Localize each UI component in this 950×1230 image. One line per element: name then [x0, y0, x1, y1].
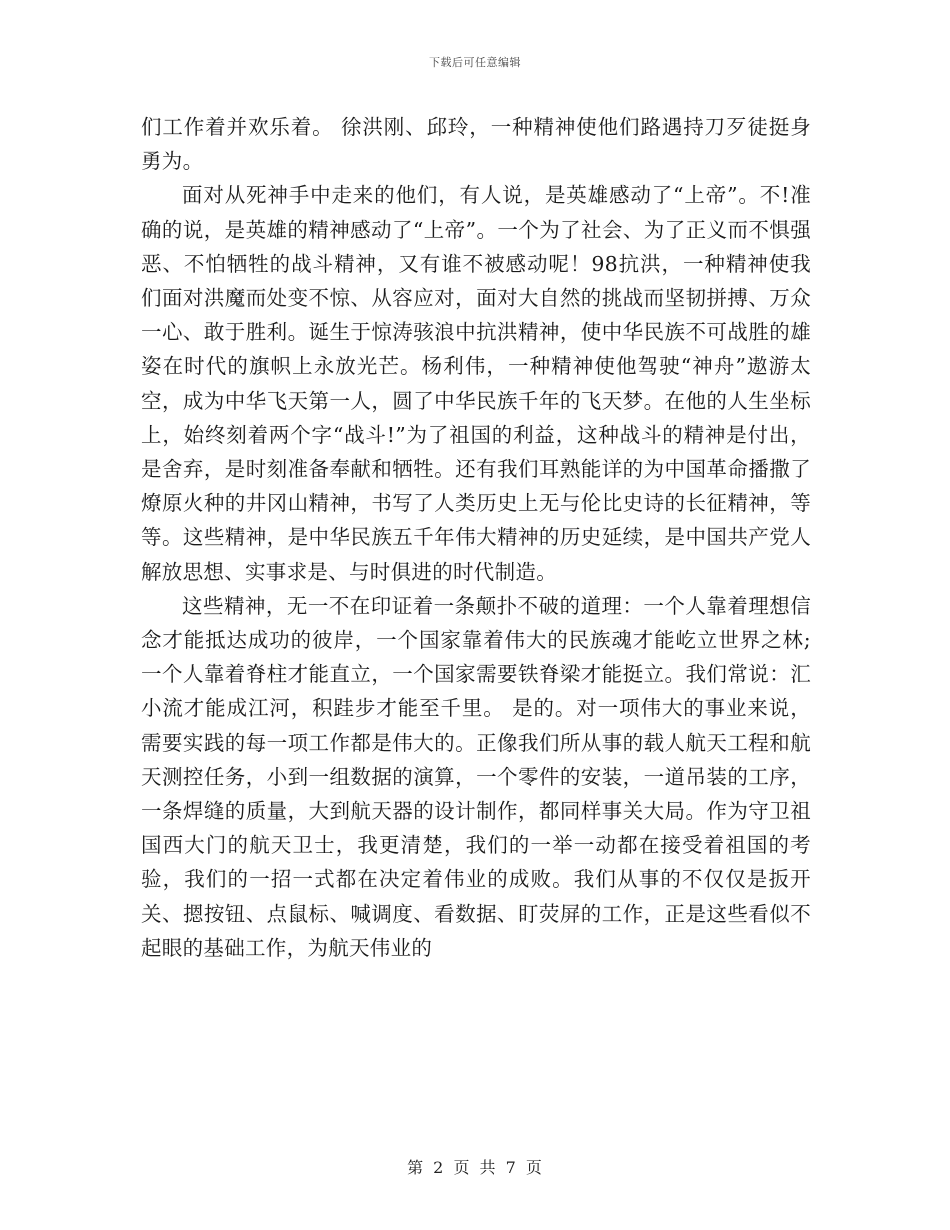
paragraph-continued: 们工作着并欢乐着。 徐洪刚、邱玲，一种精神使他们路遇持刀歹徒挺身勇为。: [141, 115, 811, 174]
page-number: 第 2 页 共 7 页: [407, 1158, 543, 1177]
body-text: [141, 110, 811, 965]
page-header: 下载后可任意编辑: [429, 56, 521, 69]
paragraph: 这些精神，无一不在印证着一条颠扑不破的道理：一个人靠着理想信念才能抵达成功的彼岸，一个国家靠着伟大的民族魂才能屹立世界之林;一个人靠着脊柱才能直立，一个国家需要铁脊梁才能挺立。我们常说：汇小流才能成江河，积跬步才能至千里。 是的。对一项伟大的事业来说，需要实践的每一项工作都是伟大的。正像我们所从事的载人航天工程和航天测控任务，小到一组数据的演算，一个零件的安装，一道吊装的工序，一条焊缝的质量，大到航天器的设计制作，都同样事关大局。作为守卫祖国西大门的航天卫士，我更清楚，我们的一举一动都在接受着祖国的考验，我们的一招一式都在决定着伟业的成败。我们从事的不仅仅是扳开关、摁按钮、点鼠标、喊调度、看数据、盯荧屏的工作，正是这些看似不起眼的基础工作，为航天伟业的: [141, 593, 811, 960]
paragraph: 面对从死神手中走来的他们，有人说，是英雄感动了“上帝”。不!准确的说，是英雄的精神感动了“上帝”。一个为了社会、为了正义而不惧强恶、不怕牺牲的战斗精神，又有谁不被感动呢！98抗洪，一种精神使我们面对洪魔而处变不惊、从容应对，面对大自然的挑战而坚韧拼搏、万众一心、敢于胜利。诞生于惊涛骇浪中抗洪精神，使中华民族不可战胜的雄姿在时代的旗帜上永放光芒。杨利伟，一种精神使他驾驶“神舟”遨游太空，成为中华飞天第一人，圆了中华民族千年的飞天梦。在他的人生坐标上，始终刻着两个字“战斗!”为了祖国的利益，这种战斗的精神是付出，是舍弃，是时刻准备奉献和牺牲。还有我们耳熟能详的为中国革命播撒了燎原火种的井冈山精神，书写了人类历史上无与伦比史诗的长征精神，等等。这些精神，是中华民族五千年伟大精神的历史延续，是中国共产党人解放思想、实事求是、与时俱进的时代制造。: [141, 183, 811, 584]
